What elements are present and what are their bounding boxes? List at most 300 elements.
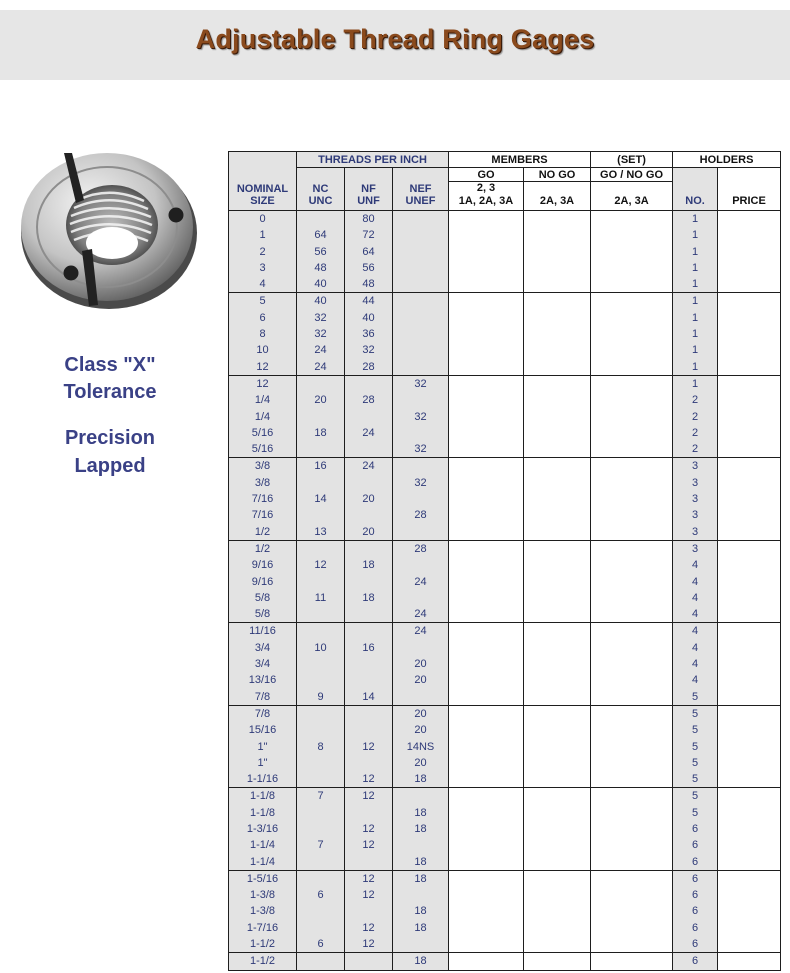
nef-unef-cell [393, 887, 449, 903]
nc-unc-cell: 6 [297, 887, 345, 903]
nominal-size-cell: 1-3/8 [229, 887, 297, 903]
nc-unc-cell: 56 [297, 244, 345, 260]
no-go-price-cell [524, 606, 591, 623]
nominal-size-cell: 6 [229, 310, 297, 326]
no-go-price-cell [524, 359, 591, 376]
holder-price-cell [718, 491, 781, 507]
nef-unef-cell [393, 326, 449, 342]
holder-no-cell: 1 [673, 342, 718, 358]
set-price-cell [591, 458, 673, 475]
go-price-cell [449, 837, 524, 853]
nf-unf-cell [345, 805, 393, 821]
holder-price-cell [718, 788, 781, 805]
nf-unf-cell: 32 [345, 342, 393, 358]
nominal-size-cell: 3/4 [229, 640, 297, 656]
set-price-cell [591, 326, 673, 342]
nc-unc-cell [297, 705, 345, 722]
nf-unf-cell: 12 [345, 870, 393, 887]
nef-unef-cell: 18 [393, 854, 449, 871]
nc-unc-cell: 11 [297, 590, 345, 606]
table-row [229, 557, 781, 573]
table-row [229, 689, 781, 706]
table-row [229, 211, 781, 228]
table-row [229, 326, 781, 342]
holder-no-cell: 2 [673, 441, 718, 458]
nef-unef-cell: 24 [393, 574, 449, 590]
set-price-cell [591, 244, 673, 260]
nc-unc-cell: 40 [297, 276, 345, 293]
go-price-cell [449, 722, 524, 738]
holder-price-cell [718, 805, 781, 821]
nominal-size-cell: 2 [229, 244, 297, 260]
no-go-price-cell [524, 903, 591, 919]
holder-no-cell: 3 [673, 507, 718, 523]
go-price-cell [449, 739, 524, 755]
table-row [229, 375, 781, 392]
set-price-cell [591, 722, 673, 738]
holder-no-cell: 3 [673, 491, 718, 507]
nominal-size-cell: 3 [229, 260, 297, 276]
go-price-cell [449, 227, 524, 243]
go-price-cell [449, 870, 524, 887]
table-row [229, 227, 781, 243]
nc-unc-cell: 10 [297, 640, 345, 656]
no-go-price-cell [524, 821, 591, 837]
no-go-price-cell [524, 656, 591, 672]
nf-unf-cell: 72 [345, 227, 393, 243]
precision-label: Precision [64, 427, 156, 449]
no-go-price-cell [524, 326, 591, 342]
nf-unf-cell [345, 705, 393, 722]
nominal-size-cell: 12 [229, 375, 297, 392]
nc-unc-cell: 40 [297, 293, 345, 310]
set-price-cell [591, 870, 673, 887]
table-row [229, 606, 781, 623]
nc-unc-cell [297, 771, 345, 788]
nef-unef-cell [393, 788, 449, 805]
nef-unef-cell [393, 491, 449, 507]
nc-unc-cell [297, 805, 345, 821]
set-price-cell [591, 293, 673, 310]
set-price-cell [591, 260, 673, 276]
set-price-cell [591, 227, 673, 243]
no-go-price-cell [524, 540, 591, 557]
nc-unc-cell: 13 [297, 524, 345, 541]
holder-price-cell [718, 441, 781, 458]
nominal-size-cell: 1-5/16 [229, 870, 297, 887]
no-go-classes-cell [524, 182, 591, 211]
table-row [229, 640, 781, 656]
holder-price-cell [718, 837, 781, 853]
go-price-cell [449, 342, 524, 358]
nominal-size-cell: 5/8 [229, 590, 297, 606]
no-go-price-cell [524, 837, 591, 853]
set-price-cell [591, 854, 673, 871]
table-row [229, 887, 781, 903]
holder-no-cell: 1 [673, 211, 718, 228]
nominal-size-cell: 3/8 [229, 475, 297, 491]
holder-price-cell [718, 409, 781, 425]
go-price-cell [449, 557, 524, 573]
go-price-cell [449, 359, 524, 376]
set-price-cell [591, 524, 673, 541]
no-go-price-cell [524, 920, 591, 936]
nef-unef-cell [393, 227, 449, 243]
table-row [229, 821, 781, 837]
set-price-cell [591, 903, 673, 919]
set-price-cell [591, 574, 673, 590]
nominal-size-cell: 1-3/8 [229, 903, 297, 919]
table-row [229, 458, 781, 475]
nc-unc-cell: 6 [297, 936, 345, 953]
holder-price-cell [718, 640, 781, 656]
nominal-size-cell: 8 [229, 326, 297, 342]
go-price-cell [449, 672, 524, 688]
holder-no-cell: 6 [673, 953, 718, 970]
holder-price-cell [718, 903, 781, 919]
holder-no-cell: 4 [673, 557, 718, 573]
holder-price-cell [718, 507, 781, 523]
set-price-cell [591, 788, 673, 805]
table-row [229, 491, 781, 507]
go-price-cell [449, 623, 524, 640]
nf-unf-cell: 18 [345, 557, 393, 573]
set-price-cell [591, 375, 673, 392]
nf-unf-cell: 28 [345, 359, 393, 376]
go-price-cell [449, 920, 524, 936]
table-row [229, 392, 781, 408]
set-price-cell [591, 211, 673, 228]
holder-price-cell [718, 244, 781, 260]
nef-unef-cell [393, 260, 449, 276]
go-price-cell [449, 755, 524, 771]
set-price-cell [591, 359, 673, 376]
table-row [229, 475, 781, 491]
set-price-cell [591, 623, 673, 640]
nef-unef-cell [393, 211, 449, 228]
go-no-go-header: GO / NO GO [591, 168, 673, 182]
no-go-price-cell [524, 342, 591, 358]
go-price-cell [449, 540, 524, 557]
no-go-price-cell [524, 392, 591, 408]
no-go-price-cell [524, 260, 591, 276]
nominal-size-cell: 1-1/16 [229, 771, 297, 788]
go-header: GO [449, 168, 524, 182]
holder-no-header [673, 168, 718, 211]
set-price-cell [591, 392, 673, 408]
nf-unf-cell [345, 656, 393, 672]
table-row [229, 590, 781, 606]
nf-unf-cell [345, 409, 393, 425]
nf-unf-cell: 12 [345, 920, 393, 936]
go-price-cell [449, 574, 524, 590]
nc-header-line1: NC [312, 183, 329, 195]
table-row [229, 359, 781, 376]
no-go-price-cell [524, 590, 591, 606]
table-row [229, 425, 781, 441]
holder-no-cell: 6 [673, 837, 718, 853]
no-go-price-cell [524, 805, 591, 821]
nominal-size-cell: 10 [229, 342, 297, 358]
set-price-cell [591, 491, 673, 507]
nc-unc-cell [297, 441, 345, 458]
no-go-price-cell [524, 441, 591, 458]
nominal-size-cell: 1-1/8 [229, 788, 297, 805]
go-price-cell [449, 656, 524, 672]
go-price-cell [449, 854, 524, 871]
holder-no-cell: 6 [673, 854, 718, 871]
no-go-price-cell [524, 739, 591, 755]
nef-unef-cell [393, 310, 449, 326]
table-row [229, 441, 781, 458]
nef-unef-cell: 28 [393, 507, 449, 523]
nominal-size-cell: 7/8 [229, 689, 297, 706]
nef-unef-cell [393, 458, 449, 475]
nf-unf-cell: 12 [345, 739, 393, 755]
nf-unf-cell: 28 [345, 392, 393, 408]
table-row [229, 705, 781, 722]
nf-unf-cell: 80 [345, 211, 393, 228]
table-row [229, 244, 781, 260]
nef-unef-cell: 18 [393, 821, 449, 837]
go-price-cell [449, 953, 524, 970]
nominal-size-cell: 1" [229, 755, 297, 771]
nf-unf-cell [345, 953, 393, 970]
table-row [229, 409, 781, 425]
holder-price-cell [718, 755, 781, 771]
nominal-size-cell: 5/16 [229, 425, 297, 441]
nef-unef-cell [393, 342, 449, 358]
holder-price-cell [718, 722, 781, 738]
go-price-cell [449, 293, 524, 310]
holder-no-cell: 5 [673, 705, 718, 722]
holder-no-header-text: NO. [685, 195, 705, 207]
nc-unc-cell: 32 [297, 326, 345, 342]
holder-no-cell: 2 [673, 409, 718, 425]
holder-no-cell: 6 [673, 920, 718, 936]
go-price-cell [449, 475, 524, 491]
go-price-cell [449, 771, 524, 788]
nf-unf-cell: 12 [345, 837, 393, 853]
nef-header-line2: UNEF [405, 195, 436, 207]
nef-unef-cell: 24 [393, 606, 449, 623]
threads-per-inch-header: THREADS PER INCH [297, 152, 449, 168]
holder-price-cell [718, 475, 781, 491]
set-price-cell [591, 409, 673, 425]
set-price-cell [591, 953, 673, 970]
nef-unef-cell: 20 [393, 672, 449, 688]
holder-price-cell [718, 854, 781, 871]
holder-no-cell: 3 [673, 524, 718, 541]
nef-unef-cell: 20 [393, 722, 449, 738]
nef-header-line1: NEF [409, 183, 432, 195]
holder-price-cell [718, 574, 781, 590]
nominal-size-cell: 1-1/8 [229, 805, 297, 821]
nominal-size-cell: 1" [229, 739, 297, 755]
holder-price-cell [718, 375, 781, 392]
nc-unc-cell [297, 722, 345, 738]
set-price-cell [591, 276, 673, 293]
nef-unef-cell: 20 [393, 656, 449, 672]
go-classes-line2: 1A, 2A, 3A [449, 195, 524, 211]
nominal-size-cell: 1-1/4 [229, 837, 297, 853]
nc-unc-cell: 24 [297, 342, 345, 358]
members-header: MEMBERS [449, 152, 591, 168]
set-price-cell [591, 606, 673, 623]
no-go-price-cell [524, 244, 591, 260]
nf-unf-cell [345, 722, 393, 738]
set-price-cell [591, 557, 673, 573]
table-row [229, 342, 781, 358]
nc-unc-cell [297, 854, 345, 871]
nc-unc-cell [297, 507, 345, 523]
nf-unf-cell: 20 [345, 524, 393, 541]
nc-unc-cell: 20 [297, 392, 345, 408]
holder-price-cell [718, 936, 781, 953]
holder-no-cell: 1 [673, 244, 718, 260]
holder-price-cell [718, 887, 781, 903]
nc-unc-cell [297, 821, 345, 837]
nc-unc-cell: 24 [297, 359, 345, 376]
lapped-label: Lapped [74, 455, 146, 477]
nominal-size-cell: 1 [229, 227, 297, 243]
nc-unc-cell [297, 755, 345, 771]
nc-unc-cell: 16 [297, 458, 345, 475]
table-row [229, 524, 781, 541]
nf-unf-cell: 36 [345, 326, 393, 342]
set-price-cell [591, 755, 673, 771]
holder-no-cell: 4 [673, 672, 718, 688]
no-go-price-cell [524, 425, 591, 441]
nef-unef-cell: 18 [393, 771, 449, 788]
class-x-label: Class "X" [64, 354, 156, 376]
no-go-price-cell [524, 953, 591, 970]
no-go-price-cell [524, 755, 591, 771]
holder-price-cell [718, 771, 781, 788]
nef-unef-cell [393, 837, 449, 853]
nominal-size-cell: 1-1/2 [229, 953, 297, 970]
nef-unef-cell [393, 689, 449, 706]
go-price-cell [449, 425, 524, 441]
holder-no-cell: 4 [673, 606, 718, 623]
table-row [229, 854, 781, 871]
no-go-price-cell [524, 936, 591, 953]
nf-unf-cell [345, 441, 393, 458]
nef-unef-cell [393, 590, 449, 606]
table-row [229, 953, 781, 970]
set-price-cell [591, 705, 673, 722]
nc-unc-cell: 48 [297, 260, 345, 276]
nf-unf-cell: 40 [345, 310, 393, 326]
holder-price-cell [718, 821, 781, 837]
no-go-price-cell [524, 557, 591, 573]
nominal-size-cell: 7/16 [229, 491, 297, 507]
table-row [229, 870, 781, 887]
nominal-size-cell: 7/8 [229, 705, 297, 722]
holder-no-cell: 5 [673, 722, 718, 738]
table-row [229, 903, 781, 919]
set-price-cell [591, 672, 673, 688]
holder-no-cell: 4 [673, 640, 718, 656]
holder-no-cell: 5 [673, 689, 718, 706]
table-row [229, 672, 781, 688]
go-price-cell [449, 244, 524, 260]
set-price-cell [591, 920, 673, 936]
holder-no-cell: 6 [673, 936, 718, 953]
holder-price-cell [718, 425, 781, 441]
nf-unf-cell [345, 623, 393, 640]
holder-price-cell [718, 705, 781, 722]
nc-unc-cell [297, 623, 345, 640]
nf-header-line2: UNF [357, 195, 380, 207]
nominal-size-cell: 4 [229, 276, 297, 293]
set-price-cell [591, 342, 673, 358]
holder-price-cell [718, 342, 781, 358]
set-price-cell [591, 887, 673, 903]
no-go-price-cell [524, 623, 591, 640]
nf-unf-cell: 12 [345, 821, 393, 837]
page-title: Adjustable Thread Ring Gages [195, 24, 595, 54]
go-price-cell [449, 788, 524, 805]
nf-unf-cell [345, 672, 393, 688]
nef-unef-cell: 20 [393, 755, 449, 771]
nf-unf-cell [345, 854, 393, 871]
nef-unef-cell [393, 359, 449, 376]
nf-unf-cell: 12 [345, 936, 393, 953]
nc-unc-cell: 7 [297, 837, 345, 853]
nominal-size-cell: 1/2 [229, 540, 297, 557]
holder-price-cell [718, 524, 781, 541]
nc-unc-cell [297, 375, 345, 392]
nef-unef-cell: 18 [393, 903, 449, 919]
set-price-cell [591, 640, 673, 656]
holder-no-cell: 1 [673, 310, 718, 326]
nominal-size-cell: 9/16 [229, 557, 297, 573]
nef-unef-cell [393, 425, 449, 441]
table-row [229, 920, 781, 936]
nef-unef-cell [393, 936, 449, 953]
nominal-size-cell: 5/8 [229, 606, 297, 623]
go-price-cell [449, 441, 524, 458]
nc-unc-cell: 32 [297, 310, 345, 326]
nominal-size-cell: 3/4 [229, 656, 297, 672]
nef-unef-cell [393, 557, 449, 573]
gages-table [228, 151, 781, 971]
go-price-cell [449, 590, 524, 606]
nf-header-line1: NF [361, 183, 376, 195]
set-price-cell [591, 689, 673, 706]
table-row [229, 936, 781, 953]
nominal-size-cell: 12 [229, 359, 297, 376]
holder-no-cell: 4 [673, 590, 718, 606]
set-price-cell [591, 590, 673, 606]
set-price-cell [591, 771, 673, 788]
holder-no-cell: 6 [673, 887, 718, 903]
go-price-cell [449, 326, 524, 342]
nominal-size-cell: 15/16 [229, 722, 297, 738]
nef-unef-cell [393, 276, 449, 293]
price-header: PRICE [718, 168, 781, 211]
holder-price-cell [718, 672, 781, 688]
nef-unef-cell [393, 293, 449, 310]
holder-no-cell: 3 [673, 458, 718, 475]
no-go-price-cell [524, 293, 591, 310]
nf-unf-cell: 24 [345, 458, 393, 475]
nc-unc-cell: 14 [297, 491, 345, 507]
holder-price-cell [718, 590, 781, 606]
set-price-cell [591, 936, 673, 953]
set-price-cell [591, 805, 673, 821]
